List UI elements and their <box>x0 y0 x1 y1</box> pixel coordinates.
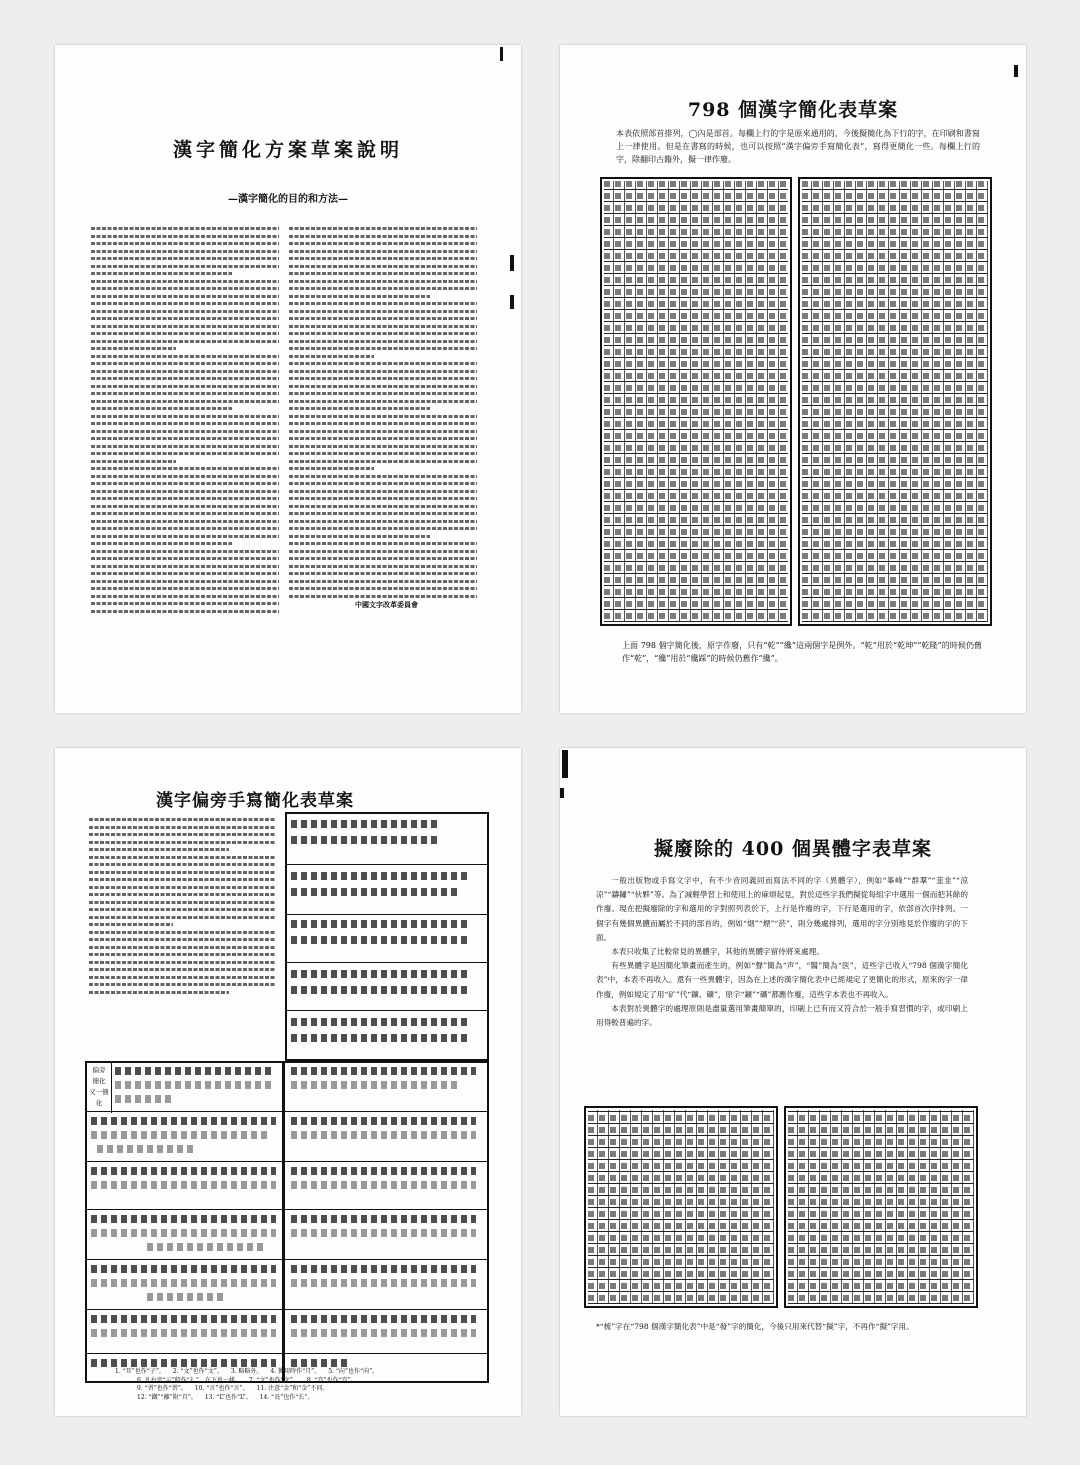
page-1-explanation <box>55 45 521 713</box>
left-column-text <box>91 227 279 617</box>
page-2-simplification-table <box>560 45 1026 713</box>
scan-mark <box>510 295 514 309</box>
note-5: 5. “向”也作“向”。 <box>328 1368 379 1375</box>
radical-table-main <box>85 1061 489 1383</box>
page-3-radical-handwriting-table <box>55 748 521 1416</box>
paragraph-4: 本表對於異體字的處理原則是盡量選用筆畫簡單的，印刷上已有而又符合於一般手寫習慣的字，或印刷上用得較普遍的字。 <box>596 1003 968 1028</box>
note-8: 8. “宫”也作“宫”。 <box>306 1376 357 1384</box>
footnote: *“梳”字在“798 個漢字簡化表”中是“發”字的簡化，今後只用來代替“擬”字，不再作“擬”字用。 <box>596 1322 914 1331</box>
body-text <box>596 874 968 1030</box>
note-7: 7. “文”也作“文”。 <box>248 1376 299 1384</box>
page-title: 擬廢除的 400 個異體字表草案 <box>654 838 932 860</box>
note-1: 1. “耳”也作“子”。 <box>115 1368 165 1375</box>
note-9: 9. “習”也作“習”。 <box>137 1385 187 1392</box>
footnote: 上面 798 個字簡化後，原字作廢，只有“乾”“纔”這兩個字是例外。“乾”用於“乾坤”“乾隆”的時候仍舊作“乾”，“纔”用於“纔踩”的時候仍舊作“纔”。 <box>622 641 982 663</box>
scan-mark <box>560 788 564 798</box>
note-14: 14. “長”也作“长”。 <box>259 1393 314 1401</box>
page-4-variant-characters <box>560 748 1026 1416</box>
note-2: 2. “文”也作“文”。 <box>172 1368 223 1375</box>
variant-table-right <box>784 1106 978 1308</box>
page-title: 漢字偏旁手寫簡化表草案 <box>156 791 354 811</box>
note-3: 3. 略略外。 <box>230 1368 263 1375</box>
page-title: 798 個漢字簡化表草案 <box>687 99 899 121</box>
notes <box>115 1368 485 1402</box>
scan-mark <box>1014 65 1018 77</box>
character-table-right <box>798 177 992 626</box>
paragraph-3: 有些異體字是因簡化筆畫而產生的，例如“聲”簡為“声”，“醫”簡為“医”，這些字已收入“798 個漢字簡化表”中，本表不再收入。還有一些異體字，因為在上述的漢字簡化表中已經規定了更簡化的形式，原來的字一律作廢，例如規定了用“矿”代“鑛、礦”，原字“鑛”“礦”都應作廢，這些字本表也不再收入。 <box>596 961 968 999</box>
scan-mark <box>510 255 514 271</box>
note-13: 13. “L”也作“L”。 <box>204 1393 252 1401</box>
signature: 中國文字改革委員會 <box>355 600 418 609</box>
note-12: 12. “鐵”“離”附“頁”。 <box>137 1393 197 1401</box>
scan-mark <box>500 47 503 61</box>
page-subtitle: —漢字簡化的目的和方法— <box>228 194 348 205</box>
note-10: 10. “言”也作“言”。 <box>194 1385 249 1392</box>
right-column-text <box>289 227 477 602</box>
scan-mark <box>562 750 568 778</box>
row-label-simplified: 簡化 <box>92 1077 106 1085</box>
page-title: 漢字簡化方案草案說明 <box>172 139 403 161</box>
note-6: 6. 凡右旁“示”假作“礻”，在下也一樣。 <box>137 1376 241 1384</box>
paragraph-1: 一般出版物或手寫文字中，有不少音同義同而寫法不同的字（異體字），例如“峯峰”“群羣”“韮韭”“涼凉”“鑄鏽”“伙夥”等。為了減輕學習上和使用上的麻煩起見，對於這些字我們擬從每組字中選用一個而把其餘的作廢。現在把擬廢除的字和選用的字對照列表於下，上行是作廢的字，下行是選用的字，依部首次序排列。一個字有幾個異體而屬於不同的部首的，例如“烟”“煙”“菸”，則分幾處排列，選用的字分別地見於作廢的字的下面。 <box>596 876 968 942</box>
note-11: 11. 注意“金”和“金”不同。 <box>256 1385 329 1392</box>
row-label-radical: 偏旁 <box>92 1066 106 1074</box>
row-label-further-simplified: 又一簡化 <box>89 1088 109 1107</box>
radical-table-upper-right <box>285 812 489 1061</box>
intro-paragraph: 本表依照部首排列，◯內是部首。每欄上行的字是原來通用的，今後擬簡化為下行的字，在印刷和書寫上一律使用。但是在書寫的時候，也可以按照“漢字偏旁手寫簡化表”，寫得更簡化一些。每欄上行的字，除翻印古籍外，擬一律作廢。 <box>616 129 980 164</box>
intro-text <box>89 818 275 998</box>
variant-table-left <box>584 1106 778 1308</box>
character-table-left <box>600 177 792 626</box>
paragraph-2: 本表只收集了比較常見的異體字，其他的異體字留待將來處理。 <box>611 947 824 957</box>
note-4: 4. 獨用時作“月”。 <box>270 1368 321 1375</box>
row-label-column <box>87 1063 112 1113</box>
